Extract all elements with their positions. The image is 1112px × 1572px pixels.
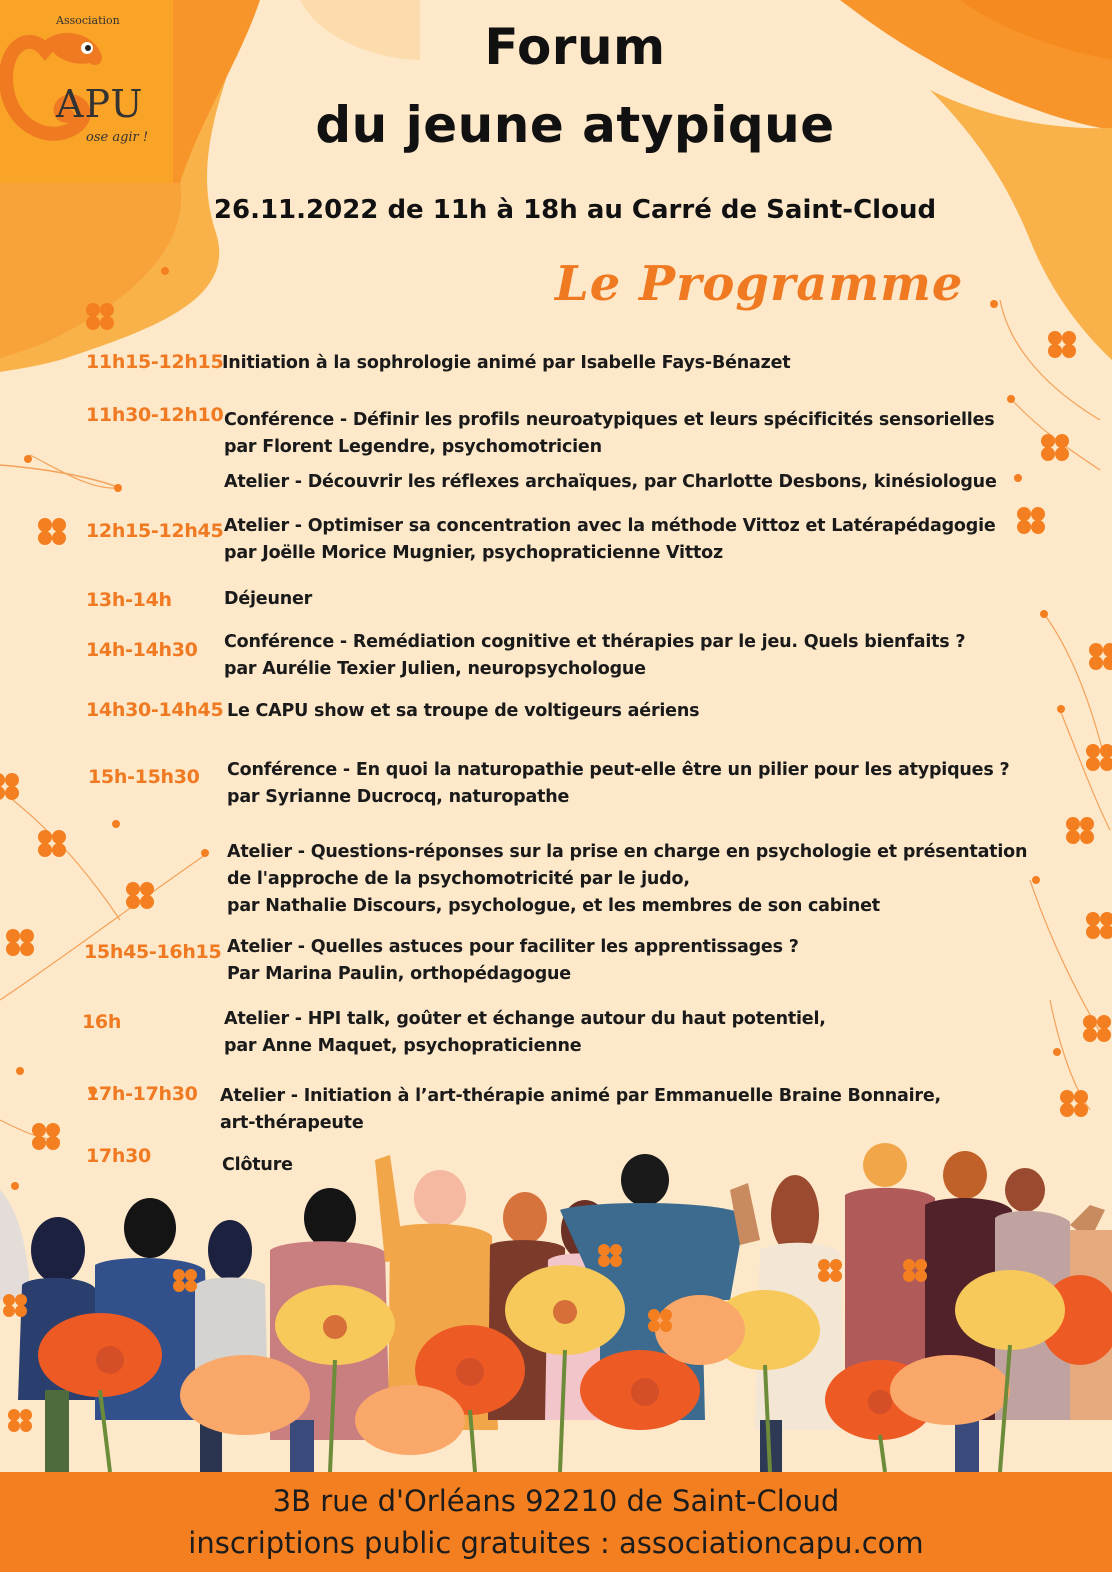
schedule-time: 11h15-12h15 [86, 351, 224, 373]
schedule-line: de l'approche de la psychomotricité par le judo, [227, 869, 690, 889]
footer-address: 3B rue d'Orléans 92210 de Saint-Cloud [272, 1484, 840, 1518]
event-date-location: 26.11.2022 de 11h à 18h au Carré de Saint-Cloud [213, 195, 937, 225]
schedule-time: 14h30-14h45 [86, 699, 224, 721]
schedule-item [222, 350, 790, 377]
schedule-line: Conférence - Remédiation cognitive et thérapies par le jeu. Quels bienfaits ? [224, 632, 966, 652]
schedule-line: Conférence - Définir les profils neuroatypiques et leurs spécificités sensorielles [224, 410, 995, 430]
schedule-time: 15h-15h30 [88, 766, 200, 788]
schedule-item [224, 407, 995, 461]
schedule-item [220, 1083, 941, 1137]
schedule-line: par Anne Maquet, psychopraticienne [224, 1036, 582, 1056]
schedule-line: Atelier - HPI talk, goûter et échange autour du haut potentiel, [224, 1009, 826, 1029]
schedule-line: Conférence - En quoi la naturopathie peut-elle être un pilier pour les atypiques ? [227, 760, 1010, 780]
schedule-line: Clôture [222, 1155, 293, 1175]
schedule-item [224, 586, 312, 613]
page-title-line1: Forum [484, 18, 666, 76]
schedule-item [222, 1152, 293, 1179]
schedule-line: Par Marina Paulin, orthopédagogue [227, 964, 571, 984]
schedule-line: par Nathalie Discours, psychologue, et les membres de son cabinet [227, 896, 880, 916]
schedule-item [224, 513, 996, 567]
schedule-time: 13h-14h [86, 589, 172, 611]
schedule-item [227, 698, 699, 725]
schedule-line: Atelier - Optimiser sa concentration avec la méthode Vittoz et Latérapédagogie [224, 516, 996, 536]
schedule-line: Atelier - Initiation à l’art-thérapie animé par Emmanuelle Braine Bonnaire, [220, 1086, 941, 1106]
programme-heading: Le Programme [555, 256, 964, 312]
schedule-item [227, 934, 799, 988]
schedule-line: par Joëlle Morice Mugnier, psychopraticienne Vittoz [224, 543, 723, 563]
schedule-time: 16h [82, 1011, 122, 1033]
logo-name: APU [56, 82, 144, 126]
schedule-line: Déjeuner [224, 589, 313, 609]
schedule-time: 12h15-12h45 [86, 520, 224, 542]
schedule-item [224, 1006, 826, 1060]
logo-tagline: ose agir ! [86, 130, 149, 145]
footer-registration[interactable]: inscriptions public gratuites : associationcapu.com [188, 1526, 924, 1560]
schedule-time: 11h30-12h10 [86, 404, 224, 426]
schedule-line: Atelier - Quelles astuces pour faciliter les apprentissages ? [227, 937, 799, 957]
schedule-time: 17h30 [86, 1145, 151, 1167]
schedule-line: Initiation à la sophrologie animé par Isabelle Fays-Bénazet [222, 353, 791, 373]
schedule-item [224, 469, 997, 496]
schedule-time: 17h-17h30 [86, 1083, 198, 1105]
schedule-line: Atelier - Questions-réponses sur la prise en charge en psychologie et présentation [227, 842, 1028, 862]
schedule-line: par Syrianne Ducrocq, naturopathe [227, 787, 570, 807]
schedule-line: Atelier - Découvrir les réflexes archaïques, par Charlotte Desbons, kinésiologue [224, 472, 997, 492]
schedule-line: Le CAPU show et sa troupe de voltigeurs aériens [227, 701, 700, 721]
schedule-item [227, 839, 1027, 920]
schedule-line: par Florent Legendre, psychomotricien [224, 437, 602, 457]
schedule-line: par Aurélie Texier Julien, neuropsychologue [224, 659, 646, 679]
page-title-line2: du jeune atypique [315, 96, 835, 154]
schedule-time: 15h45-16h15 [84, 941, 222, 963]
schedule-time: 14h-14h30 [86, 639, 198, 661]
schedule-item [224, 629, 965, 683]
schedule-line: art-thérapeute [220, 1113, 364, 1133]
schedule-item [227, 757, 1009, 811]
logo-association-label: Association [56, 14, 120, 27]
